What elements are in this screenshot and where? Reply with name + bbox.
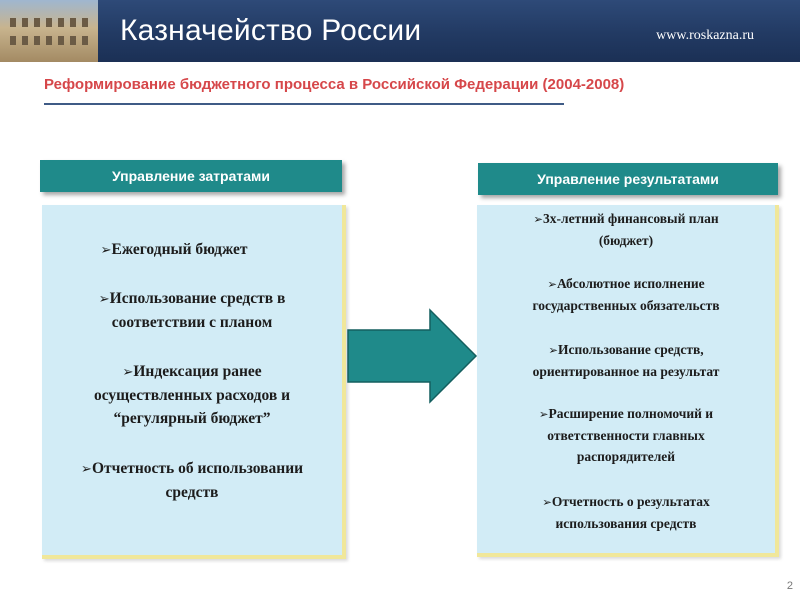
arrow-bullet-icon: ➢ — [542, 495, 552, 509]
header-title: Казначейство России — [120, 14, 422, 47]
right-heading: Управление результатами — [478, 163, 778, 195]
left-heading: Управление затратами — [40, 160, 342, 192]
list-item-text: использования средств — [555, 516, 697, 531]
header-bar — [0, 0, 800, 62]
list-item-text: Ежегодный бюджет — [111, 241, 248, 258]
arrow-bullet-icon: ➢ — [547, 277, 557, 291]
right-arrow-icon — [346, 306, 478, 406]
list-item-text: соответствии с планом — [111, 314, 273, 331]
building-photo — [0, 0, 98, 62]
arrow-bullet-icon: ➢ — [538, 407, 549, 421]
list-item-text: 3х-летний финансовый план — [543, 211, 719, 226]
website-link[interactable]: www.roskazna.ru — [656, 28, 754, 43]
list-item-text: Отчетность о результатах — [551, 494, 710, 509]
list-item-text: Использование средств в — [109, 290, 286, 307]
list-item-text: осуществленных расходов и — [93, 387, 291, 404]
list-item — [42, 287, 342, 334]
list-item-text: Отчетность об использовании — [91, 460, 304, 477]
list-item — [42, 457, 342, 504]
arrow-bullet-icon: ➢ — [533, 212, 543, 226]
results-management-panel — [477, 205, 779, 557]
cost-management-panel — [42, 205, 346, 559]
list-item-text: ответственности главных — [547, 428, 705, 443]
list-item-text: распорядителей — [576, 449, 676, 464]
list-item — [477, 403, 775, 467]
list-item — [42, 238, 342, 262]
arrow-bullet-icon: ➢ — [80, 462, 92, 477]
list-item-text: средств — [165, 484, 219, 501]
list-item-text: Индексация ранее — [133, 363, 262, 380]
list-item-text: государственных обязательств — [532, 298, 720, 313]
list-item-text: (бюджет) — [598, 233, 654, 248]
slide-subtitle: Реформирование бюджетного процесса в Российской Федерации (2004-2008) — [44, 76, 625, 93]
arrow-bullet-icon: ➢ — [122, 365, 134, 380]
arrow-bullet-icon: ➢ — [100, 243, 112, 258]
list-item-text: Использование средств, — [557, 342, 704, 357]
list-item-text: Абсолютное исполнение — [556, 276, 705, 291]
page-number: 2 — [786, 580, 793, 592]
arrow-bullet-icon: ➢ — [548, 343, 558, 357]
list-item — [477, 273, 775, 316]
list-item-text: “регулярный бюджет” — [113, 410, 271, 427]
list-item-text: Расширение полномочий и — [548, 406, 714, 421]
list-item — [477, 208, 775, 251]
subtitle-underline — [44, 103, 564, 105]
list-item — [42, 360, 342, 430]
list-item — [477, 491, 775, 534]
arrow-bullet-icon: ➢ — [98, 292, 110, 307]
list-item — [477, 339, 775, 382]
list-item-text: ориентированное на результат — [532, 364, 720, 379]
